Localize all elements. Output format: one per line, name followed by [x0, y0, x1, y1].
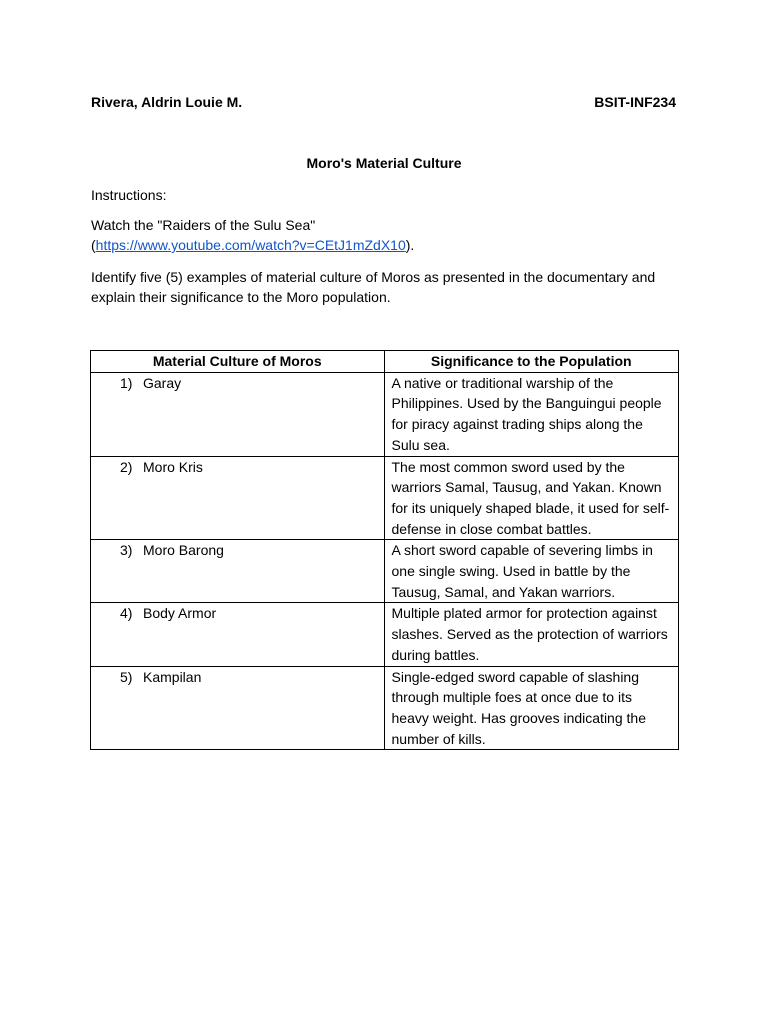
document-header: [91, 93, 676, 111]
instructions-label: Instructions:: [91, 187, 167, 203]
item-cell: [91, 456, 385, 540]
close-paren: ).: [405, 237, 415, 253]
video-link[interactable]: https://www.youtube.com/watch?v=CEtJ1mZdX10: [95, 237, 406, 253]
item-name: Moro Barong: [143, 542, 224, 559]
course-code: BSIT-INF234: [594, 94, 676, 110]
table-header-row: [91, 351, 679, 373]
header-material-culture: Material Culture of Moros: [91, 351, 385, 373]
item-number: 5): [120, 668, 133, 685]
table-row: [91, 603, 679, 666]
significance-cell: The most common sword used by the warriors Samal, Tausug, and Yakan. Known for its uniquely shaped blade, it used for self-defense in close combat battles.: [384, 456, 679, 540]
watch-line: Watch the "Raiders of the Sulu Sea": [91, 217, 316, 233]
item-cell: [91, 666, 385, 750]
table-row: [91, 372, 679, 456]
item-name: Garay: [143, 374, 182, 391]
table-row: [91, 456, 679, 540]
header-significance: Significance to the Population: [384, 351, 679, 373]
table-row: [91, 540, 679, 603]
item-cell: [91, 603, 385, 666]
significance-cell: Single-edged sword capable of slashing through multiple foes at once due to its heavy weight. Has grooves indicating the number of kills.: [384, 666, 679, 750]
item-name: Kampilan: [143, 668, 202, 685]
item-name: Moro Kris: [143, 458, 203, 475]
significance-cell: A native or traditional warship of the Philippines. Used by the Banguingui people for piracy against trading ships along the Sulu sea.: [384, 372, 679, 456]
identify-paragraph: Identify five (5) examples of material culture of Moros as presented in the documentary and explain their significance to the Moro population.: [91, 269, 656, 305]
table-row: [91, 666, 679, 750]
document-title: Moro's Material Culture: [306, 155, 462, 171]
item-number: 1): [120, 374, 133, 391]
significance-cell: A short sword capable of severing limbs in one single swing. Used in battle by the Tausug, Samal, and Yakan warriors.: [384, 540, 679, 603]
open-paren: (: [91, 237, 96, 253]
item-number: 3): [120, 542, 133, 559]
item-name: Body Armor: [143, 605, 217, 622]
watch-paragraph: [91, 215, 681, 255]
student-name: Rivera, Aldrin Louie M.: [91, 94, 243, 110]
item-cell: [91, 372, 385, 456]
item-number: 2): [120, 458, 133, 475]
item-cell: [91, 540, 385, 603]
material-culture-table: [90, 350, 679, 750]
significance-cell: Multiple plated armor for protection against slashes. Served as the protection of warriors during battles.: [384, 603, 679, 666]
item-number: 4): [120, 605, 133, 622]
